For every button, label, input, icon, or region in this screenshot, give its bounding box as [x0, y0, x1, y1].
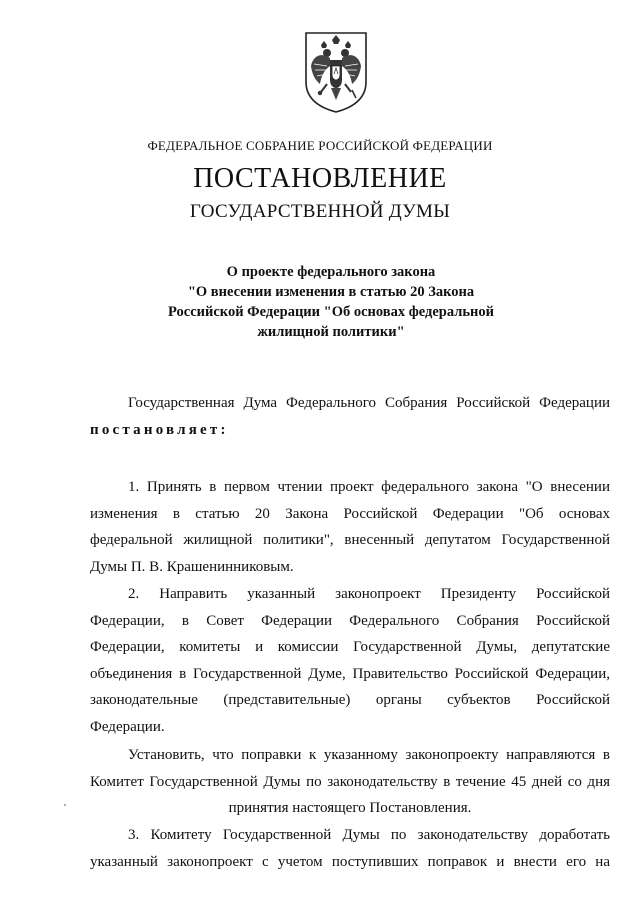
- amendments-line: Установить, что поправки к указанному законопроекту направляются в: [128, 747, 610, 763]
- amendments-paragraph: [90, 742, 610, 822]
- subject-line: жилищной политики": [257, 324, 405, 340]
- item-1-line: 1. Принять в первом чтении проект федерального закона "О внесении: [128, 479, 610, 495]
- subject-line: О проекте федерального закона: [226, 264, 436, 280]
- item-2-paragraph: [90, 581, 610, 740]
- document-subject: [22, 262, 640, 342]
- preamble-paragraph: [90, 390, 610, 443]
- decree-word: постановляет:: [90, 421, 229, 438]
- amendments-line: Комитет Государственной Думы по законодательству в течение 45 дней со дня: [90, 773, 610, 790]
- preamble-line: Государственная Дума Федерального Собрания Российской Федерации: [128, 395, 610, 411]
- subject-line: "О внесении изменения в статью 20 Закона: [187, 284, 475, 300]
- item-2-line: Федерации, комитеты и комиссии Государственной Думы, депутатские: [90, 639, 610, 655]
- coat-of-arms-emblem: [303, 30, 369, 114]
- item-2-line: 2. Направить указанный законопроект Президенту Российской: [128, 586, 610, 602]
- document-title: ПОСТАНОВЛЕНИЕ: [193, 163, 447, 194]
- item-1-paragraph: [90, 474, 610, 580]
- subject-line: Российской Федерации "Об основах федеральной: [168, 304, 494, 320]
- document-subtitle: ГОСУДАРСТВЕННОЙ ДУМЫ: [189, 201, 451, 222]
- item-2-line: Федерации.: [90, 718, 165, 735]
- scan-speck: [64, 804, 66, 806]
- item-2-line: Федерации, в Совет Федерации Федерального Собрания Российской: [90, 612, 610, 629]
- item-1-line: Думы П. В. Крашенинниковым.: [90, 558, 294, 575]
- item-3-line: указанный законопроект с учетом поступивших поправок и внести его на: [90, 853, 610, 870]
- federal-assembly-heading: ФЕДЕРАЛЬНОЕ СОБРАНИЕ РОССИЙСКОЙ ФЕДЕРАЦИИ: [147, 138, 493, 153]
- item-3-paragraph: [90, 822, 610, 875]
- item-2-line: законодательные (представительные) органы субъектов Российской: [90, 692, 610, 708]
- item-3-line: 3. Комитету Государственной Думы по законодательству доработать: [128, 827, 610, 843]
- item-1-line: федеральной жилищной политики", внесенный депутатом Государственной: [90, 532, 610, 548]
- item-2-line: объединения в Государственной Думе, Правительство Российской Федерации,: [90, 665, 610, 682]
- item-1-line: изменения в статью 20 Закона Российской Федерации "Об основах: [90, 505, 610, 522]
- amendments-line: принятия настоящего Постановления.: [228, 800, 472, 816]
